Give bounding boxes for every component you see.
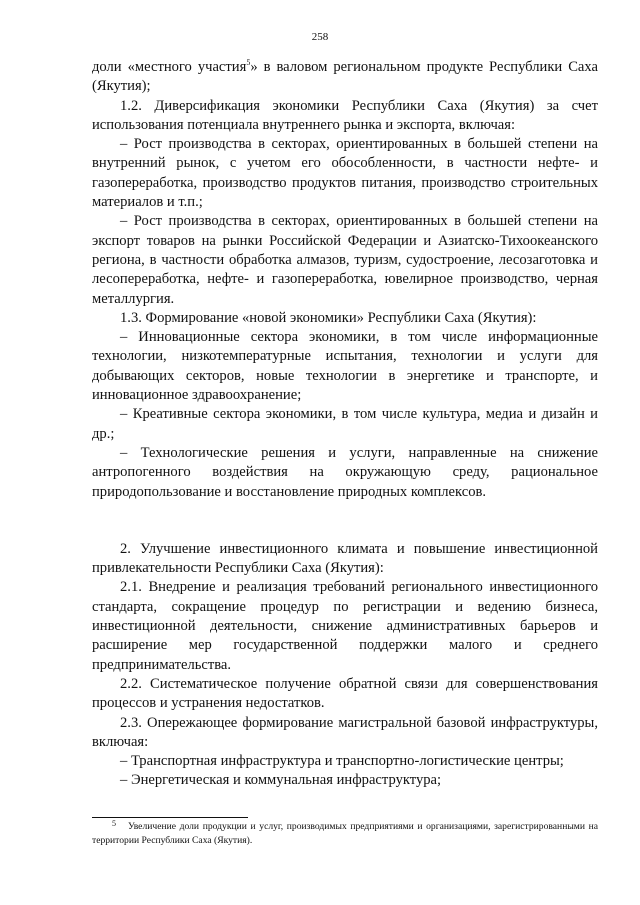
list-item-domestic-market: – Рост производства в секторах, ориентированных в большей степени на внутренний рынок, с учетом его обособленности, в частности нефте- и газопереработка, производство продуктов питания, производство строительных материалов и т.п.;	[92, 136, 598, 211]
page-number: 258	[311, 31, 329, 43]
paragraph-2: 2. Улучшение инвестиционного климата и повышение инвестиционной привлекательности Республики Саха (Якутия):	[92, 540, 598, 577]
paragraph-2-1: 2.1. Внедрение и реализация требований регионального инвестиционного стандарта, сокращение процедур по регистрации и ведению бизнеса, инвестиционной деятельности, снижение административных барьеров и расширение мер государственной поддержки малого и среднего предпринимательства.	[92, 579, 598, 673]
paragraph-2-2: 2.2. Систематическое получение обратной связи для совершенствования процессов и устранения недостатков.	[92, 675, 598, 712]
footnote-text: Увеличение доли продукции и услуг, производимых предприятиями и организациями, зарегистрированными на территории Республики Саха (Якутия).	[92, 821, 598, 847]
paragraph-2-3: 2.3. Опережающее формирование магистральной базовой инфраструктуры, включая:	[92, 714, 598, 750]
list-item-export: – Рост производства в секторах, ориентированных в большей степени на экспорт товаров на рынки Российской Федерации и Азиатско-Тихоокеанского региона, в частности обработка алмазов, туризм, судостроение, лесозаготовка и лесопереработка, нефте- и газопереработка, ювелирное производство, черная металлургия.	[92, 213, 598, 307]
footnote-ref: 5	[246, 58, 251, 67]
spacer	[92, 521, 598, 540]
paragraph-1-2: 1.2. Диверсификация экономики Республики Саха (Якутия) за счет использования потенциала внутреннего рынка и экспорта, включая:	[92, 97, 598, 133]
paragraph-local-share: доли «местного участия$^5$» в валовом региональном продукте Республики Саха (Якутия);	[92, 58, 598, 95]
list-item-transport: – Транспортная инфраструктура и транспортно-логистические центры;	[120, 753, 564, 770]
list-item-technology: – Технологические решения и услуги, направленные на снижение антропогенного воздействия на окружающую среду, рациональное природопользование и восстановление природных комплексов.	[92, 444, 598, 500]
list-item-energy: – Энергетическая и коммунальная инфраструктура;	[120, 772, 442, 789]
document-body	[92, 58, 598, 791]
spacer	[92, 502, 598, 521]
list-item-creative: – Креативные сектора экономики, в том числе культура, медиа и дизайн и др.;	[92, 406, 598, 442]
footnote-separator	[92, 817, 248, 818]
list-item-innovation: – Инновационные сектора экономики, в том числе информационные технологии, низкотемпературные испытания, технологии и услуги для добывающих секторов, новые технологии в энергетике и транспорте, и инновационное здравоохранение;	[92, 329, 598, 404]
paragraph-1-3: 1.3. Формирование «новой экономики» Республики Саха (Якутия):	[120, 309, 537, 326]
footnote: 5 Увеличение доли продукции и услуг, производимых предприятиями и организациями, зарегистрированными на территории Республики Саха (Якутия).	[92, 819, 598, 847]
